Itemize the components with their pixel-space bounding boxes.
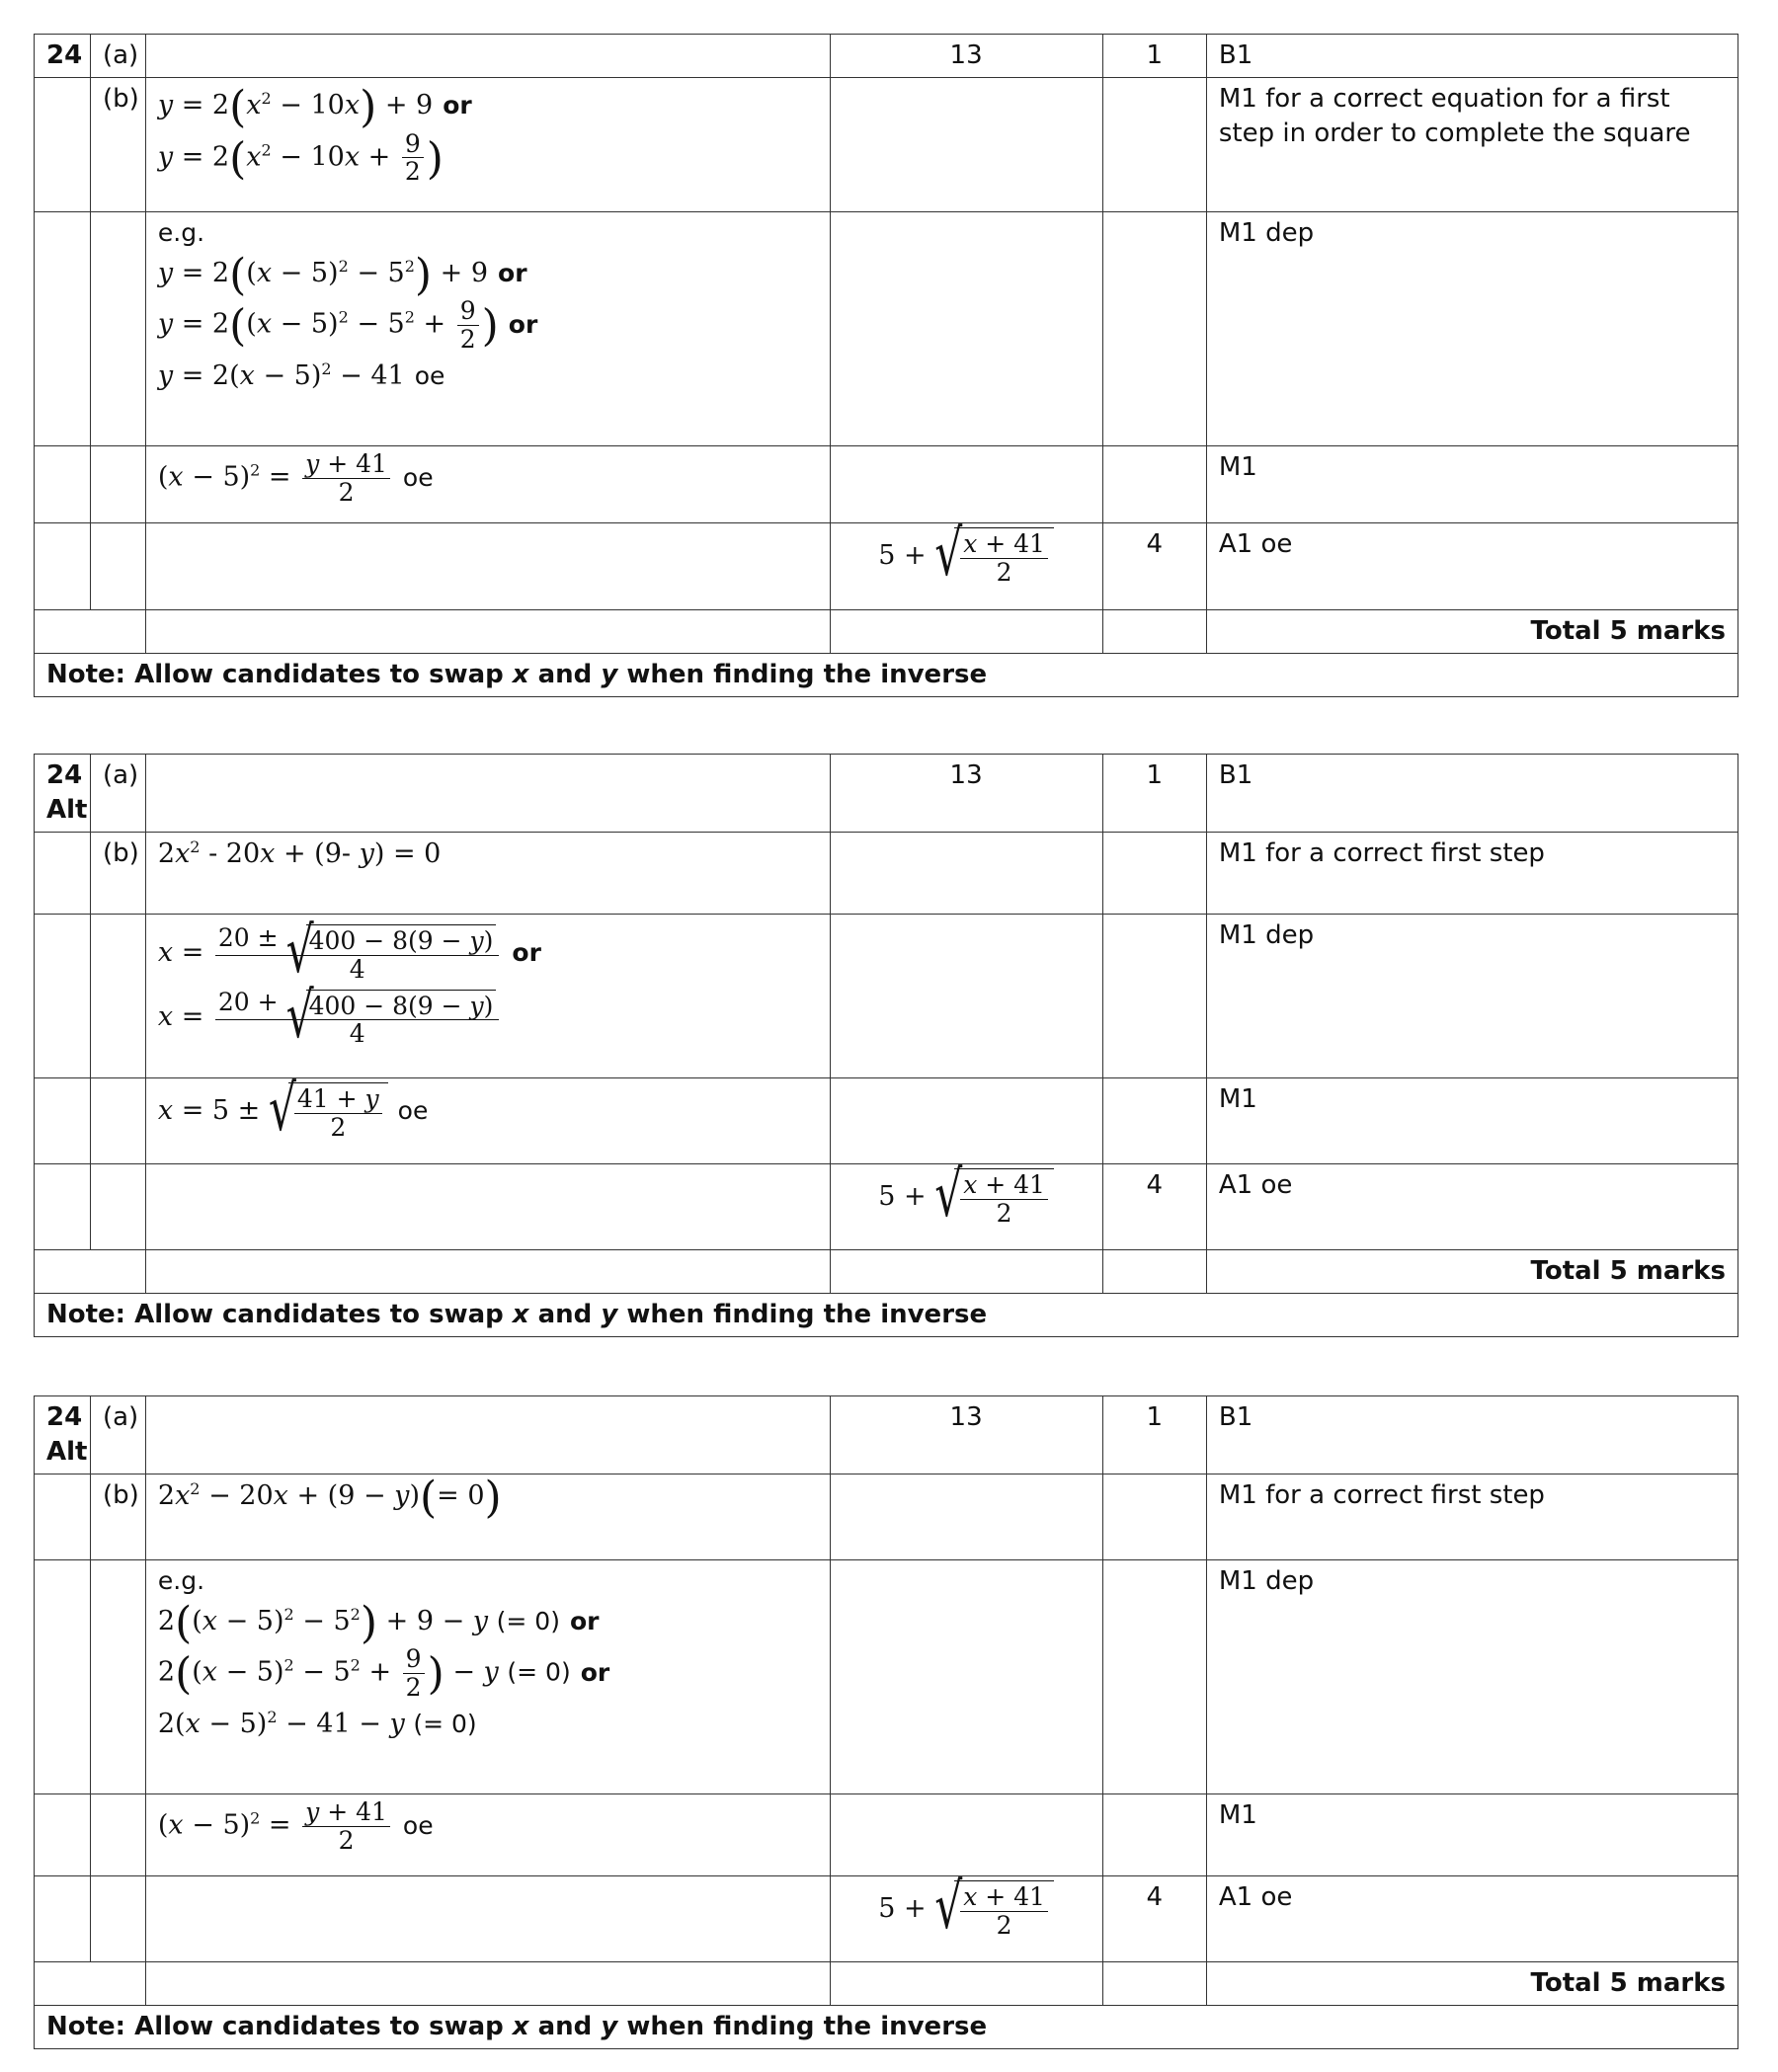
working-cell <box>145 610 830 654</box>
working-cell <box>145 1794 830 1876</box>
mark-cell <box>1102 1078 1206 1164</box>
working-cell <box>145 35 830 78</box>
notes-cell: A1 oe <box>1206 1164 1738 1250</box>
or-connector: or <box>498 258 527 287</box>
alt-label: Alt <box>46 1437 88 1468</box>
mark-scheme-table-1 <box>34 34 1738 697</box>
notes-cell: B1 <box>1206 35 1738 78</box>
mark-cell: 4 <box>1102 523 1206 610</box>
answer-cell <box>830 212 1102 446</box>
answer-cell <box>830 446 1102 523</box>
answer-cell <box>830 1164 1102 1250</box>
question-number <box>35 833 91 915</box>
answer-cell <box>830 1250 1102 1294</box>
total-spacer <box>35 1250 146 1294</box>
working-cell <box>145 833 830 915</box>
note-row: Note: Allow candidates to swap x and y when finding the inverse <box>35 2006 1738 2049</box>
part-label <box>90 1164 145 1250</box>
answer-cell <box>830 1560 1102 1794</box>
answer-cell <box>830 1794 1102 1876</box>
notes-cell: M1 for a correct first step <box>1206 1474 1738 1560</box>
total-spacer <box>35 610 146 654</box>
eg-label: e.g. <box>157 218 205 248</box>
mark-cell <box>1102 1794 1206 1876</box>
mark-cell: 4 <box>1102 1164 1206 1250</box>
answer-cell: 13 <box>830 755 1102 833</box>
total-marks: Total 5 marks <box>1206 1962 1738 2006</box>
math-expression: $2((x - 5)^2 - 5^2) + 9 - y$ (= 0) or <box>157 1597 600 1648</box>
final-answer-expression: 5 + √ $\frac{x + 41}{2}$ <box>878 540 1054 571</box>
or-connector: or <box>569 1606 600 1635</box>
working-cell <box>145 78 830 212</box>
note-row: Note: Allow candidates to swap x and y when finding the inverse <box>35 654 1738 697</box>
math-expression: $2x^2 - 20x + (9 - y)(= 0)$ <box>157 1473 502 1524</box>
oe-label: oe <box>397 1096 429 1126</box>
oe-label: oe <box>402 462 434 492</box>
notes-cell: M1 dep <box>1206 212 1738 446</box>
notes-cell: M1 dep <box>1206 915 1738 1078</box>
question-number <box>35 1164 91 1250</box>
working-cell <box>145 1164 830 1250</box>
part-label <box>90 1876 145 1962</box>
or-connector: or <box>580 1657 610 1687</box>
question-number <box>35 446 91 523</box>
note-row: Note: Allow candidates to swap x and y when finding the inverse <box>35 1294 1738 1337</box>
notes-cell: B1 <box>1206 1396 1738 1474</box>
question-number <box>35 212 91 446</box>
part-label <box>90 1794 145 1876</box>
or-connector: or <box>508 309 538 339</box>
notes-cell: M1 <box>1206 1794 1738 1876</box>
working-cell <box>145 1474 830 1560</box>
working-cell <box>145 1560 830 1794</box>
math-expression: $2(x - 5)^2 - 41 - y$ (= 0) <box>157 1708 477 1740</box>
mark-cell <box>1102 610 1206 654</box>
math-expression: x = $\frac{20 + √ 400 - 8(9 - y)}{4}$ <box>158 989 818 1047</box>
part-label <box>90 212 145 446</box>
oe-label: oe <box>402 1810 434 1840</box>
answer-cell <box>830 610 1102 654</box>
mark-cell: 1 <box>1102 755 1206 833</box>
math-expression: $2x^2 - 20x + (9-$ y) = 0 <box>157 837 442 870</box>
mark-cell: 4 <box>1102 1876 1206 1962</box>
part-label: (a) <box>90 35 145 78</box>
mark-cell <box>1102 446 1206 523</box>
final-answer-expression: 5 + √ $\frac{x + 41}{2}$ <box>878 1181 1054 1212</box>
question-number <box>35 1474 91 1560</box>
math-expression: x = $\frac{20 \pm √ 400 - 8(9 - y)}{4}$ or <box>158 924 818 983</box>
answer-cell <box>830 915 1102 1078</box>
question-number <box>35 78 91 212</box>
working-cell <box>145 915 830 1078</box>
question-number <box>35 1794 91 1876</box>
mark-cell <box>1102 915 1206 1078</box>
question-number <box>35 1876 91 1962</box>
math-expression: $y = 2(x^2 - 10x) + 9$ or <box>157 82 472 133</box>
math-expression: $(x - 5)^2$ = $\frac{y + 41}{2}$ oe <box>157 449 434 507</box>
total-spacer <box>35 1962 146 2006</box>
mark-cell: 1 <box>1102 35 1206 78</box>
mark-cell: 1 <box>1102 1396 1206 1474</box>
answer-cell: 13 <box>830 35 1102 78</box>
question-number <box>35 1560 91 1794</box>
mark-scheme-table-3 <box>34 1395 1738 2049</box>
eg-label: e.g. <box>157 1566 205 1596</box>
mark-cell <box>1102 212 1206 446</box>
question-number: 24 Alt <box>35 755 91 833</box>
notes-cell: A1 oe <box>1206 1876 1738 1962</box>
part-label <box>90 446 145 523</box>
notes-cell: M1 for a correct equation for a first step in order to complete the square <box>1206 78 1738 212</box>
part-label <box>90 1078 145 1164</box>
notes-cell: B1 <box>1206 755 1738 833</box>
notes-cell: M1 for a correct first step <box>1206 833 1738 915</box>
answer-cell <box>830 523 1102 610</box>
question-number <box>35 1078 91 1164</box>
part-label <box>90 915 145 1078</box>
working-cell <box>145 446 830 523</box>
part-label: (b) <box>90 1474 145 1560</box>
working-cell <box>145 1962 830 2006</box>
answer-cell <box>830 78 1102 212</box>
notes-cell: M1 <box>1206 446 1738 523</box>
math-expression: $2((x - 5)^2 - 5^2$ + $\frac{9}{2}$ ) − y (= 0) or <box>157 1644 610 1702</box>
mark-cell <box>1102 1250 1206 1294</box>
question-number <box>35 523 91 610</box>
final-answer-expression: 5 + √ $\frac{x + 41}{2}$ <box>878 1893 1054 1924</box>
mark-cell <box>1102 78 1206 212</box>
working-cell <box>145 1876 830 1962</box>
working-cell <box>145 1078 830 1164</box>
working-cell <box>145 523 830 610</box>
answer-cell <box>830 833 1102 915</box>
mark-cell <box>1102 1474 1206 1560</box>
mark-scheme-table-2 <box>34 754 1738 1337</box>
answer-cell: 13 <box>830 1396 1102 1474</box>
answer-cell <box>830 1962 1102 2006</box>
part-label <box>90 523 145 610</box>
or-connector: or <box>443 91 472 120</box>
working-cell <box>145 212 830 446</box>
math-expression: $y = 2(x^2 - 10x$ + $\frac{9}{2}$ ) <box>157 128 444 187</box>
answer-cell <box>830 1078 1102 1164</box>
part-label <box>90 1560 145 1794</box>
notes-cell: M1 dep <box>1206 1560 1738 1794</box>
math-expression: $y = 2((x - 5)^2 - 5^2) + 9$ or <box>157 249 527 300</box>
alt-label: Alt <box>46 795 88 826</box>
oe-label: oe <box>414 361 445 391</box>
notes-cell: M1 <box>1206 1078 1738 1164</box>
question-number: 24 Alt <box>35 1396 91 1474</box>
math-expression: x = 5 ± √ $\frac{41 + y}{2}$ oe <box>158 1082 818 1141</box>
math-expression: $(x - 5)^2$ = $\frac{y + 41}{2}$ oe <box>157 1797 434 1855</box>
mark-cell <box>1102 1962 1206 2006</box>
math-expression: $y = 2(x - 5)^2 - 41$ oe <box>157 359 445 392</box>
part-label: (a) <box>90 1396 145 1474</box>
answer-cell <box>830 1876 1102 1962</box>
math-expression: $y = 2((x - 5)^2 - 5^2$ + $\frac{9}{2}$ ) or <box>157 296 538 354</box>
working-cell <box>145 1250 830 1294</box>
part-label: (a) <box>90 755 145 833</box>
working-cell <box>145 1396 830 1474</box>
notes-cell: A1 oe <box>1206 523 1738 610</box>
part-label: (b) <box>90 78 145 212</box>
question-number <box>35 915 91 1078</box>
question-number: 24 <box>35 35 91 78</box>
mark-cell <box>1102 1560 1206 1794</box>
mark-cell <box>1102 833 1206 915</box>
part-label: (b) <box>90 833 145 915</box>
or-connector: or <box>512 938 541 968</box>
total-marks: Total 5 marks <box>1206 1250 1738 1294</box>
working-cell <box>145 755 830 833</box>
total-marks: Total 5 marks <box>1206 610 1738 654</box>
answer-cell <box>830 1474 1102 1560</box>
